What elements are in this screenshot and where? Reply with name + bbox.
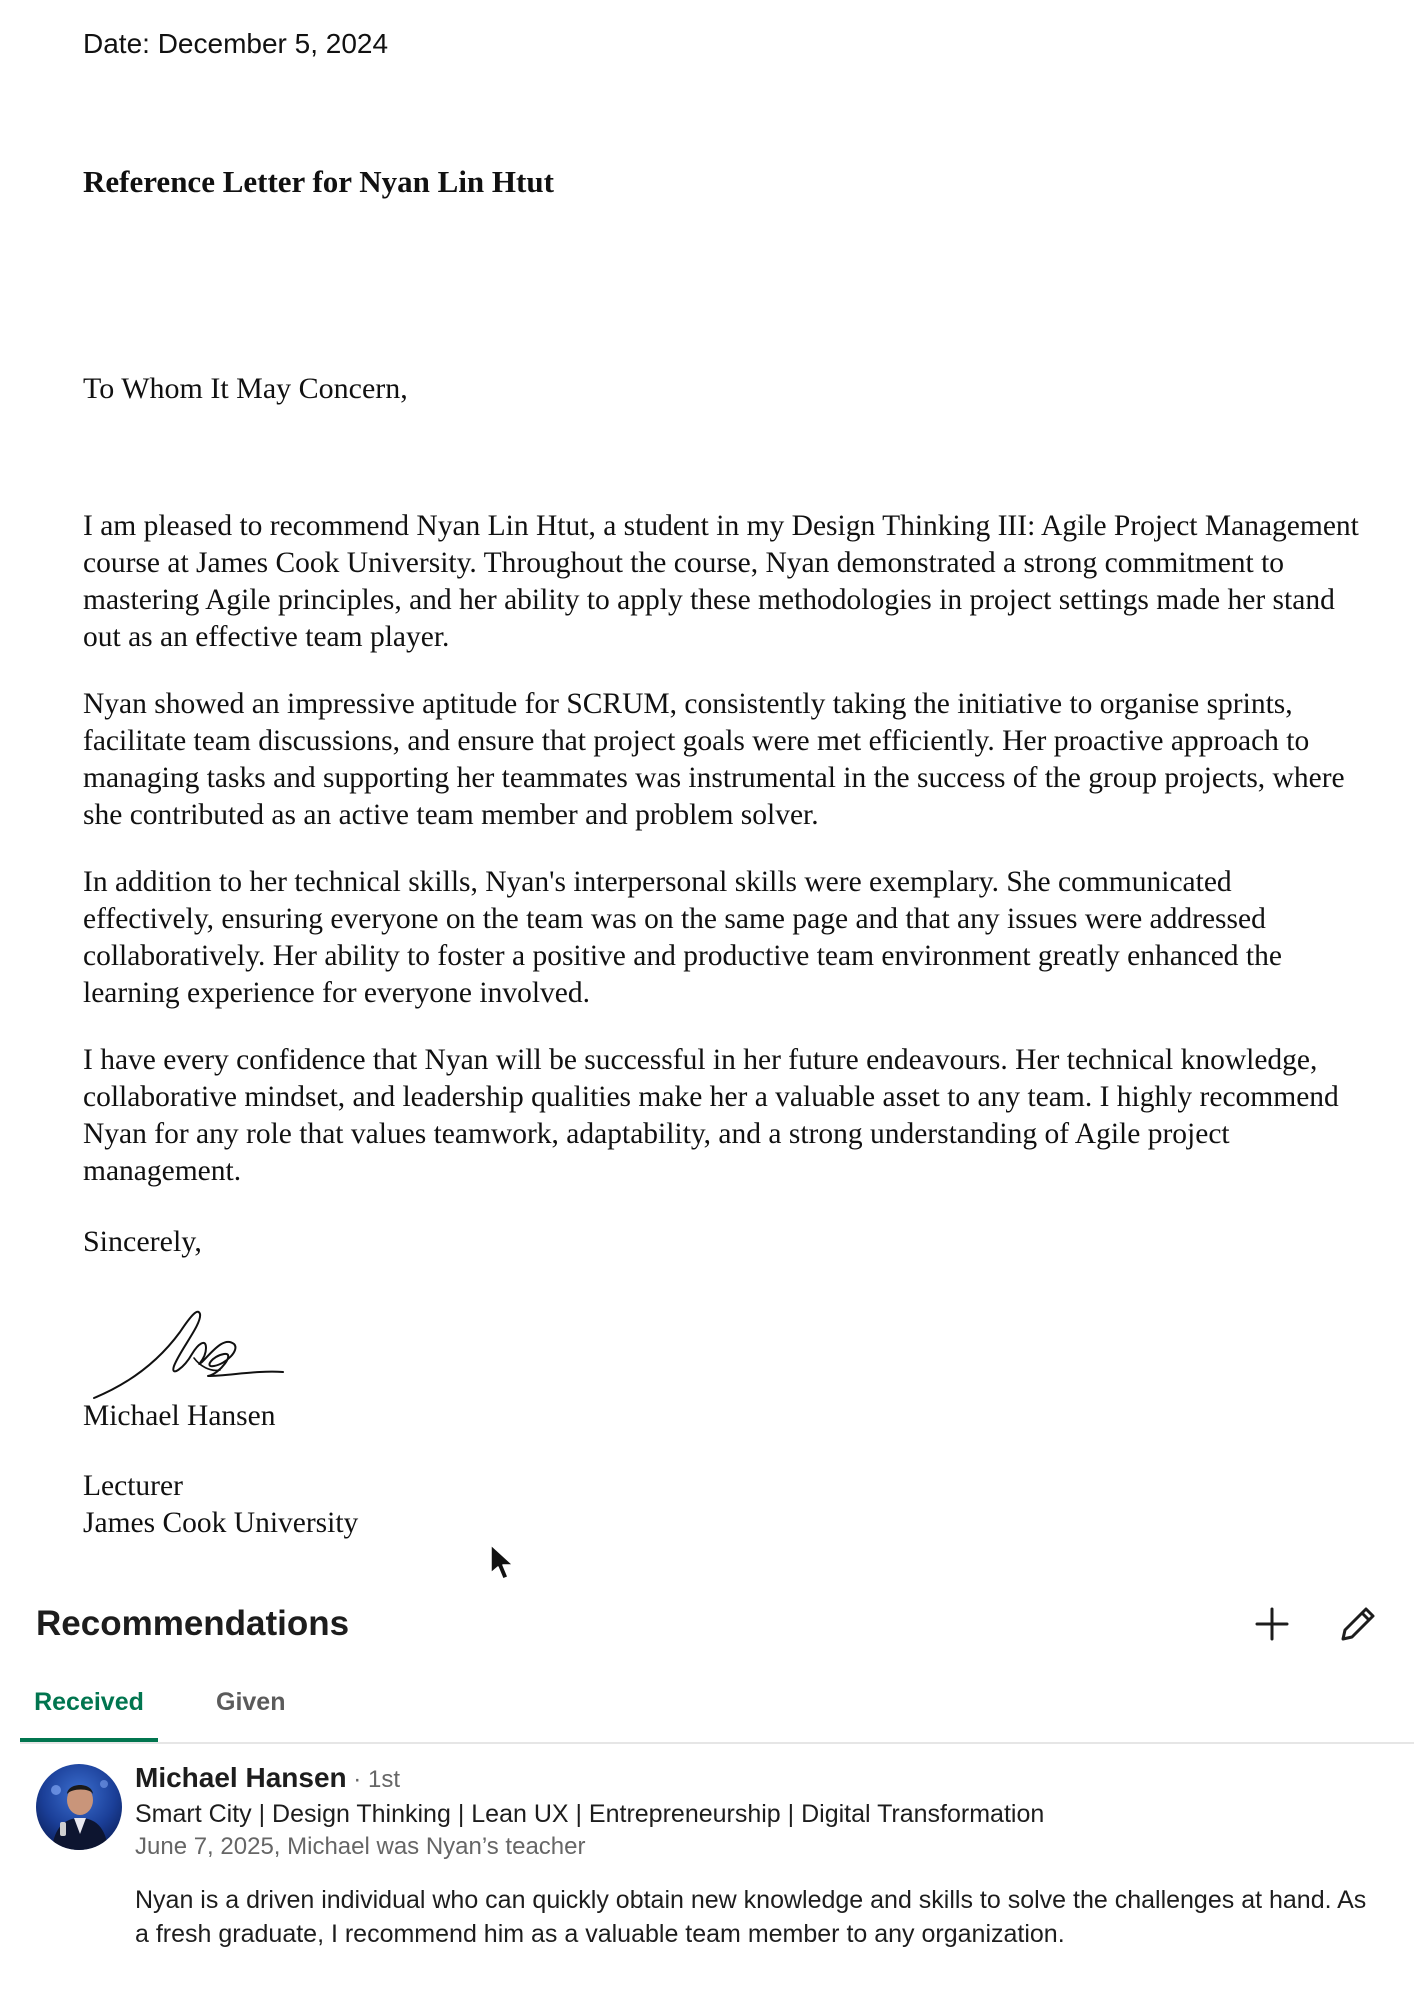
recommender-name[interactable]: Michael Hansen xyxy=(135,1762,347,1793)
plus-icon xyxy=(1254,1606,1290,1642)
letter-title: Reference Letter for Nyan Lin Htut xyxy=(83,164,554,199)
letter-paragraph: I am pleased to recommend Nyan Lin Htut, a student in my Design Thinking III: Agile Project Management course at James Cook University. Throughout the course, Nyan demonstrated a strong commitment to mastering Agile principles, and her ability to apply these methodologies in project settings made her stand out as an effective team player. xyxy=(83,510,1359,653)
recommendations-section xyxy=(0,1590,1414,2000)
signer-role: Lecturer xyxy=(83,1470,183,1502)
letter-paragraph: Nyan showed an impressive aptitude for SCRUM, consistently taking the initiative to organise sprints, facilitate team discussions, and ensure that project goals were met efficiently. Her proactive approach to managing tasks and supporting her teammates was instrumental in the success of the group projects, where she contributed as an active team member and problem solver. xyxy=(83,688,1345,831)
avatar[interactable] xyxy=(36,1764,122,1850)
recommendation-details xyxy=(135,1762,1384,1951)
recommender-name-line xyxy=(135,1762,1384,1794)
tab-received[interactable]: Received xyxy=(20,1680,158,1742)
signer-name: Michael Hansen xyxy=(83,1400,276,1432)
recommendation-text: Nyan is a driven individual who can quickly obtain new knowledge and skills to solve the challenges at hand. As a fresh graduate, I recommend him as a valuable team member to any organization. xyxy=(135,1886,1367,1948)
letter-date: Date: December 5, 2024 xyxy=(83,28,389,59)
letter-body xyxy=(83,508,1363,1220)
recommendations-actions xyxy=(1250,1602,1380,1646)
edit-recommendations-button[interactable] xyxy=(1336,1602,1380,1646)
recommender-headline: Smart City | Design Thinking | Lean UX | Entrepreneurship | Digital Transformation xyxy=(135,1800,1045,1828)
handwritten-signature xyxy=(88,1302,288,1407)
recommendations-tabs xyxy=(20,1680,1414,1744)
letter-salutation: To Whom It May Concern, xyxy=(83,372,408,405)
pencil-icon xyxy=(1339,1605,1377,1643)
recommendations-header: Recommendations xyxy=(36,1604,350,1643)
add-recommendation-button[interactable] xyxy=(1250,1602,1294,1646)
recommendation-meta: June 7, 2025, Michael was Nyan’s teacher xyxy=(135,1833,586,1860)
tab-given[interactable]: Given xyxy=(216,1688,286,1716)
letter-paragraph: In addition to her technical skills, Nyan's interpersonal skills were exemplary. She communicated effectively, ensuring everyone on the team was on the same page and that any issues were addressed collaboratively. Her ability to foster a positive and productive team environment greatly enhanced the learning experience for everyone involved. xyxy=(83,866,1282,1009)
profile-photo xyxy=(36,1764,122,1850)
letter-paragraph: I have every confidence that Nyan will be successful in her future endeavours. Her technical knowledge, collaborative mindset, and leadership qualities make her a valuable asset to any team. I highly recommend Nyan for any role that values teamwork, adaptability, and a strong understanding of Agile project management. xyxy=(83,1044,1339,1187)
signer-organization: James Cook University xyxy=(83,1507,359,1539)
connection-degree: · 1st xyxy=(346,1766,400,1793)
mouse-cursor-icon xyxy=(489,1543,517,1583)
letter-closing: Sincerely, xyxy=(83,1225,202,1258)
signer-title-block xyxy=(83,1468,358,1542)
